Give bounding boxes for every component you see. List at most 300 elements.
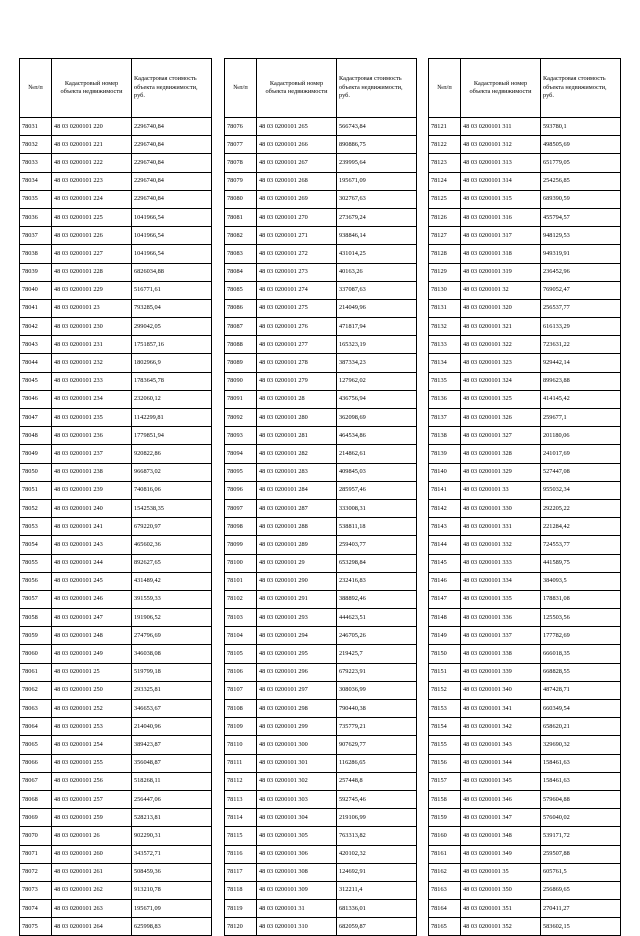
cell-cadastral-value: 259507,88 — [541, 845, 621, 863]
table-row — [20, 409, 212, 427]
cell-cadastral-value: 165323,19 — [337, 336, 417, 354]
header-cadastral-number: Кадастровый номер объекта недвижимости — [52, 59, 132, 118]
cell-cadastral-value: 333008,31 — [337, 499, 417, 517]
cell-cadastral-value: 1751857,16 — [132, 336, 212, 354]
cell-cadastral-number: 48 03 0200101 298 — [257, 700, 337, 718]
cell-row-number: 78164 — [429, 900, 461, 918]
cell-cadastral-value: 409845,03 — [337, 463, 417, 481]
cell-cadastral-value: 420102,32 — [337, 845, 417, 863]
cell-cadastral-number: 48 03 0200101 223 — [52, 172, 132, 190]
table-row — [225, 263, 417, 281]
cell-cadastral-value: 949319,91 — [541, 245, 621, 263]
table-row — [429, 863, 621, 881]
table-row — [429, 245, 621, 263]
cell-row-number: 78068 — [20, 790, 52, 808]
table-row — [225, 245, 417, 263]
cell-row-number: 78161 — [429, 845, 461, 863]
cell-cadastral-value: 431489,42 — [132, 572, 212, 590]
cell-cadastral-value: 219425,7 — [337, 645, 417, 663]
cell-row-number: 78126 — [429, 208, 461, 226]
cell-cadastral-value: 682059,87 — [337, 918, 417, 936]
cell-cadastral-value: 723631,22 — [541, 336, 621, 354]
cell-row-number: 78054 — [20, 536, 52, 554]
table-row — [20, 718, 212, 736]
header-cadastral-value: Кадастровая стоимость объекта недвижимости, руб. — [337, 59, 417, 118]
cell-row-number: 78152 — [429, 681, 461, 699]
table-row — [429, 190, 621, 208]
cell-row-number: 78072 — [20, 863, 52, 881]
cell-cadastral-number: 48 03 0200101 277 — [257, 336, 337, 354]
cell-cadastral-number: 48 03 0200101 332 — [461, 536, 541, 554]
table-row — [225, 900, 417, 918]
cell-cadastral-value: 1041966,54 — [132, 245, 212, 263]
cell-cadastral-number: 48 03 0200101 241 — [52, 518, 132, 536]
cell-cadastral-value: 668828,55 — [541, 663, 621, 681]
cell-cadastral-number: 48 03 0200101 342 — [461, 718, 541, 736]
table-body — [429, 118, 621, 936]
cell-row-number: 78157 — [429, 772, 461, 790]
cell-row-number: 78104 — [225, 627, 257, 645]
cell-cadastral-number: 48 03 0200101 256 — [52, 772, 132, 790]
table-row — [20, 354, 212, 372]
cell-cadastral-value: 308036,99 — [337, 681, 417, 699]
table-row — [20, 427, 212, 445]
table-row — [429, 827, 621, 845]
cell-cadastral-value: 592745,46 — [337, 790, 417, 808]
cell-cadastral-number: 48 03 0200101 221 — [52, 136, 132, 154]
table-row — [429, 336, 621, 354]
cell-cadastral-value: 539171,72 — [541, 827, 621, 845]
cell-cadastral-number: 48 03 0200101 347 — [461, 809, 541, 827]
cell-row-number: 78111 — [225, 754, 257, 772]
table-body — [20, 118, 212, 936]
cell-cadastral-value: 902290,31 — [132, 827, 212, 845]
table-row — [429, 318, 621, 336]
table-row — [225, 809, 417, 827]
cell-cadastral-number: 48 03 0200101 338 — [461, 645, 541, 663]
cell-cadastral-value: 666018,35 — [541, 645, 621, 663]
cell-cadastral-number: 48 03 0200101 348 — [461, 827, 541, 845]
table-row — [20, 227, 212, 245]
cell-row-number: 78149 — [429, 627, 461, 645]
table-row — [225, 445, 417, 463]
table-row — [225, 227, 417, 245]
table-row — [20, 572, 212, 590]
cell-cadastral-number: 48 03 0200101 290 — [257, 572, 337, 590]
table-row — [429, 390, 621, 408]
cell-cadastral-value: 292205,22 — [541, 499, 621, 517]
table-row — [429, 590, 621, 608]
table-row — [225, 790, 417, 808]
table-row — [429, 918, 621, 936]
cell-cadastral-value: 763313,82 — [337, 827, 417, 845]
cell-row-number: 78110 — [225, 736, 257, 754]
cell-cadastral-value: 907629,77 — [337, 736, 417, 754]
cell-row-number: 78147 — [429, 590, 461, 608]
table-row — [429, 700, 621, 718]
cell-row-number: 78120 — [225, 918, 257, 936]
cell-row-number: 78042 — [20, 318, 52, 336]
cell-cadastral-value: 724553,77 — [541, 536, 621, 554]
table-body — [225, 118, 417, 936]
cell-cadastral-number: 48 03 0200101 261 — [52, 863, 132, 881]
cell-cadastral-number: 48 03 0200101 318 — [461, 245, 541, 263]
cell-row-number: 78038 — [20, 245, 52, 263]
cell-row-number: 78058 — [20, 609, 52, 627]
cell-cadastral-number: 48 03 0200101 265 — [257, 118, 337, 136]
table-row — [225, 208, 417, 226]
cell-cadastral-number: 48 03 0200101 252 — [52, 700, 132, 718]
cell-cadastral-value: 191906,52 — [132, 609, 212, 627]
cell-cadastral-number: 48 03 0200101 239 — [52, 481, 132, 499]
cell-cadastral-number: 48 03 0200101 301 — [257, 754, 337, 772]
cell-row-number: 78062 — [20, 681, 52, 699]
cell-cadastral-value: 195671,09 — [132, 900, 212, 918]
cell-cadastral-number: 48 03 0200101 259 — [52, 809, 132, 827]
table-row — [429, 136, 621, 154]
cell-row-number: 78119 — [225, 900, 257, 918]
cell-cadastral-number: 48 03 0200101 273 — [257, 263, 337, 281]
cell-cadastral-number: 48 03 0200101 238 — [52, 463, 132, 481]
table-row — [429, 554, 621, 572]
cell-cadastral-value: 431014,25 — [337, 245, 417, 263]
cell-cadastral-value: 387334,23 — [337, 354, 417, 372]
table-row — [429, 154, 621, 172]
cell-cadastral-number: 48 03 0200101 271 — [257, 227, 337, 245]
table-row — [20, 809, 212, 827]
cell-cadastral-number: 48 03 0200101 334 — [461, 572, 541, 590]
cell-row-number: 78127 — [429, 227, 461, 245]
table-row — [429, 281, 621, 299]
cell-row-number: 78162 — [429, 863, 461, 881]
cell-cadastral-value: 519799,18 — [132, 663, 212, 681]
cell-cadastral-value: 1779851,94 — [132, 427, 212, 445]
cell-row-number: 78150 — [429, 645, 461, 663]
table-row — [20, 445, 212, 463]
table-row — [20, 190, 212, 208]
cell-row-number: 78142 — [429, 499, 461, 517]
cell-cadastral-number: 48 03 0200101 270 — [257, 208, 337, 226]
cell-cadastral-value: 201180,06 — [541, 427, 621, 445]
cell-cadastral-value: 913210,78 — [132, 881, 212, 899]
table-row — [429, 845, 621, 863]
cell-cadastral-number: 48 03 0200101 326 — [461, 409, 541, 427]
table-row — [20, 845, 212, 863]
table-row — [429, 445, 621, 463]
cell-row-number: 78057 — [20, 590, 52, 608]
cell-cadastral-number: 48 03 0200101 330 — [461, 499, 541, 517]
table-row — [429, 736, 621, 754]
table-row — [429, 536, 621, 554]
cell-cadastral-value: 653298,84 — [337, 554, 417, 572]
cell-cadastral-number: 48 03 0200101 255 — [52, 754, 132, 772]
cell-row-number: 78074 — [20, 900, 52, 918]
cell-cadastral-value: 254256,85 — [541, 172, 621, 190]
table-row — [225, 536, 417, 554]
cell-cadastral-value: 1802966,9 — [132, 354, 212, 372]
cell-row-number: 78048 — [20, 427, 52, 445]
cell-cadastral-number: 48 03 0200101 281 — [257, 427, 337, 445]
cell-cadastral-number: 48 03 0200101 312 — [461, 136, 541, 154]
cell-cadastral-value: 389423,87 — [132, 736, 212, 754]
cell-row-number: 78101 — [225, 572, 257, 590]
cell-cadastral-number: 48 03 0200101 305 — [257, 827, 337, 845]
table-row — [225, 499, 417, 517]
cell-row-number: 78097 — [225, 499, 257, 517]
cell-cadastral-number: 48 03 0200101 315 — [461, 190, 541, 208]
table-row — [20, 372, 212, 390]
table-row — [225, 518, 417, 536]
cell-cadastral-number: 48 03 0200101 351 — [461, 900, 541, 918]
cell-cadastral-value: 583602,15 — [541, 918, 621, 936]
cell-row-number: 78123 — [429, 154, 461, 172]
cadastral-table-2 — [224, 58, 417, 936]
cell-row-number: 78105 — [225, 645, 257, 663]
table-row — [20, 645, 212, 663]
cell-cadastral-value: 302767,63 — [337, 190, 417, 208]
cell-cadastral-number: 48 03 0200101 234 — [52, 390, 132, 408]
cell-cadastral-number: 48 03 0200101 317 — [461, 227, 541, 245]
table-row — [20, 208, 212, 226]
cell-cadastral-value: 257448,8 — [337, 772, 417, 790]
cell-row-number: 78052 — [20, 499, 52, 517]
cell-cadastral-value: 735779,21 — [337, 718, 417, 736]
cell-cadastral-value: 651779,05 — [541, 154, 621, 172]
table-header-row — [20, 59, 212, 118]
cell-row-number: 78071 — [20, 845, 52, 863]
cell-row-number: 78095 — [225, 463, 257, 481]
cell-row-number: 78045 — [20, 372, 52, 390]
cell-cadastral-number: 48 03 0200101 294 — [257, 627, 337, 645]
table-row — [20, 827, 212, 845]
cell-cadastral-number: 48 03 0200101 283 — [257, 463, 337, 481]
cell-cadastral-number: 48 03 0200101 279 — [257, 372, 337, 390]
table-row — [429, 208, 621, 226]
cell-row-number: 78090 — [225, 372, 257, 390]
table-row — [20, 281, 212, 299]
cell-cadastral-number: 48 03 0200101 309 — [257, 881, 337, 899]
cell-cadastral-value: 329690,32 — [541, 736, 621, 754]
cell-cadastral-number: 48 03 0200101 268 — [257, 172, 337, 190]
cell-cadastral-number: 48 03 0200101 262 — [52, 881, 132, 899]
table-row — [20, 136, 212, 154]
cell-cadastral-value: 214049,96 — [337, 299, 417, 317]
cell-row-number: 78051 — [20, 481, 52, 499]
cell-cadastral-number: 48 03 0200101 230 — [52, 318, 132, 336]
table-row — [225, 354, 417, 372]
cell-cadastral-number: 48 03 0200101 263 — [52, 900, 132, 918]
cell-cadastral-value: 214862,61 — [337, 445, 417, 463]
cell-cadastral-value: 259677,1 — [541, 409, 621, 427]
cell-cadastral-value: 125503,56 — [541, 609, 621, 627]
table-row — [20, 263, 212, 281]
cell-row-number: 78154 — [429, 718, 461, 736]
cell-cadastral-number: 48 03 0200101 314 — [461, 172, 541, 190]
table-row — [225, 590, 417, 608]
cell-cadastral-value: 158461,63 — [541, 772, 621, 790]
table-row — [20, 318, 212, 336]
cell-row-number: 78136 — [429, 390, 461, 408]
cell-row-number: 78114 — [225, 809, 257, 827]
cell-cadastral-value: 740816,06 — [132, 481, 212, 499]
cell-cadastral-number: 48 03 0200101 341 — [461, 700, 541, 718]
table-row — [225, 190, 417, 208]
cell-row-number: 78080 — [225, 190, 257, 208]
cell-cadastral-number: 48 03 0200101 299 — [257, 718, 337, 736]
cell-row-number: 78060 — [20, 645, 52, 663]
cell-cadastral-value: 899623,88 — [541, 372, 621, 390]
cell-cadastral-number: 48 03 0200101 253 — [52, 718, 132, 736]
table-row — [429, 118, 621, 136]
cell-cadastral-number: 48 03 0200101 333 — [461, 554, 541, 572]
cell-row-number: 78102 — [225, 590, 257, 608]
header-row-number: №п/п — [429, 59, 461, 118]
table-row — [225, 881, 417, 899]
cell-cadastral-value: 516771,61 — [132, 281, 212, 299]
header-cadastral-number: Кадастровый номер объекта недвижимости — [257, 59, 337, 118]
cell-cadastral-number: 48 03 0200101 26 — [52, 827, 132, 845]
cell-row-number: 78034 — [20, 172, 52, 190]
cell-cadastral-value: 391559,33 — [132, 590, 212, 608]
table-row — [20, 481, 212, 499]
cell-row-number: 78140 — [429, 463, 461, 481]
cell-cadastral-number: 48 03 0200101 278 — [257, 354, 337, 372]
table-row — [225, 700, 417, 718]
cell-cadastral-value: 232060,12 — [132, 390, 212, 408]
table-header-row — [429, 59, 621, 118]
cell-row-number: 78088 — [225, 336, 257, 354]
cell-cadastral-number: 48 03 0200101 297 — [257, 681, 337, 699]
cell-cadastral-number: 48 03 0200101 222 — [52, 154, 132, 172]
cell-row-number: 78098 — [225, 518, 257, 536]
cell-row-number: 78107 — [225, 681, 257, 699]
cell-row-number: 78064 — [20, 718, 52, 736]
cell-cadastral-number: 48 03 0200101 345 — [461, 772, 541, 790]
table-row — [225, 736, 417, 754]
table-row — [225, 336, 417, 354]
cell-cadastral-number: 48 03 0200101 245 — [52, 572, 132, 590]
table-row — [225, 136, 417, 154]
table-row — [429, 627, 621, 645]
cell-row-number: 78138 — [429, 427, 461, 445]
table-row — [20, 700, 212, 718]
cell-cadastral-number: 48 03 0200101 288 — [257, 518, 337, 536]
cell-cadastral-value: 538811,18 — [337, 518, 417, 536]
cell-cadastral-number: 48 03 0200101 272 — [257, 245, 337, 263]
cell-row-number: 78082 — [225, 227, 257, 245]
cell-cadastral-number: 48 03 0200101 335 — [461, 590, 541, 608]
cell-cadastral-value: 508459,36 — [132, 863, 212, 881]
cell-row-number: 78118 — [225, 881, 257, 899]
cell-row-number: 78046 — [20, 390, 52, 408]
cell-row-number: 78155 — [429, 736, 461, 754]
table-row — [225, 154, 417, 172]
cell-cadastral-number: 48 03 0200101 352 — [461, 918, 541, 936]
cell-cadastral-value: 1041966,54 — [132, 227, 212, 245]
cell-cadastral-number: 48 03 0200101 340 — [461, 681, 541, 699]
cell-cadastral-value: 2296740,84 — [132, 190, 212, 208]
cell-row-number: 78116 — [225, 845, 257, 863]
table-row — [225, 372, 417, 390]
cell-cadastral-number: 48 03 0200101 235 — [52, 409, 132, 427]
cell-row-number: 78113 — [225, 790, 257, 808]
cell-cadastral-value: 920822,86 — [132, 445, 212, 463]
cell-cadastral-value: 2296740,84 — [132, 136, 212, 154]
cell-cadastral-number: 48 03 0200101 349 — [461, 845, 541, 863]
cell-cadastral-value: 127962,02 — [337, 372, 417, 390]
table-row — [225, 409, 417, 427]
table-row — [20, 918, 212, 936]
cell-cadastral-value: 1142299,81 — [132, 409, 212, 427]
cell-cadastral-number: 48 03 0200101 304 — [257, 809, 337, 827]
cell-row-number: 78163 — [429, 881, 461, 899]
table-row — [225, 663, 417, 681]
cell-cadastral-value: 790440,38 — [337, 700, 417, 718]
cell-row-number: 78132 — [429, 318, 461, 336]
table-row — [20, 172, 212, 190]
cell-row-number: 78032 — [20, 136, 52, 154]
cell-cadastral-number: 48 03 0200101 316 — [461, 208, 541, 226]
cell-cadastral-value: 158461,63 — [541, 754, 621, 772]
table-row — [20, 627, 212, 645]
table-row — [20, 736, 212, 754]
cell-cadastral-number: 48 03 0200101 310 — [257, 918, 337, 936]
cell-row-number: 78122 — [429, 136, 461, 154]
cell-cadastral-number: 48 03 0200101 327 — [461, 427, 541, 445]
table-row — [225, 627, 417, 645]
cell-cadastral-number: 48 03 0200101 31 — [257, 900, 337, 918]
cell-cadastral-value: 270411,27 — [541, 900, 621, 918]
table-row — [20, 772, 212, 790]
cell-cadastral-value: 214040,96 — [132, 718, 212, 736]
cell-row-number: 78160 — [429, 827, 461, 845]
cell-cadastral-number: 48 03 0200101 28 — [257, 390, 337, 408]
cell-cadastral-value: 593780,1 — [541, 118, 621, 136]
cell-cadastral-value: 414145,42 — [541, 390, 621, 408]
table-row — [20, 463, 212, 481]
cell-cadastral-value: 455794,57 — [541, 208, 621, 226]
cell-row-number: 78130 — [429, 281, 461, 299]
cell-cadastral-value: 6826034,88 — [132, 263, 212, 281]
table-row — [225, 281, 417, 299]
cell-cadastral-value: 312211,4 — [337, 881, 417, 899]
table-row — [429, 481, 621, 499]
cell-cadastral-number: 48 03 0200101 325 — [461, 390, 541, 408]
cell-cadastral-number: 48 03 0200101 303 — [257, 790, 337, 808]
cell-cadastral-value: 471817,94 — [337, 318, 417, 336]
table-row — [20, 299, 212, 317]
cell-cadastral-value: 346653,67 — [132, 700, 212, 718]
cell-row-number: 78053 — [20, 518, 52, 536]
cell-row-number: 78165 — [429, 918, 461, 936]
cell-row-number: 78039 — [20, 263, 52, 281]
cell-cadastral-value: 660349,54 — [541, 700, 621, 718]
cell-cadastral-number: 48 03 0200101 33 — [461, 481, 541, 499]
cell-cadastral-number: 48 03 0200101 247 — [52, 609, 132, 627]
cell-cadastral-value: 2296740,84 — [132, 118, 212, 136]
cell-cadastral-number: 48 03 0200101 323 — [461, 354, 541, 372]
cell-cadastral-value: 938846,14 — [337, 227, 417, 245]
table-row — [20, 499, 212, 517]
cell-cadastral-value: 436756,94 — [337, 390, 417, 408]
cell-row-number: 78108 — [225, 700, 257, 718]
table-row — [429, 900, 621, 918]
cell-cadastral-number: 48 03 0200101 276 — [257, 318, 337, 336]
cell-row-number: 78043 — [20, 336, 52, 354]
cell-cadastral-value: 388892,46 — [337, 590, 417, 608]
cell-cadastral-value: 239995,64 — [337, 154, 417, 172]
cell-row-number: 78137 — [429, 409, 461, 427]
